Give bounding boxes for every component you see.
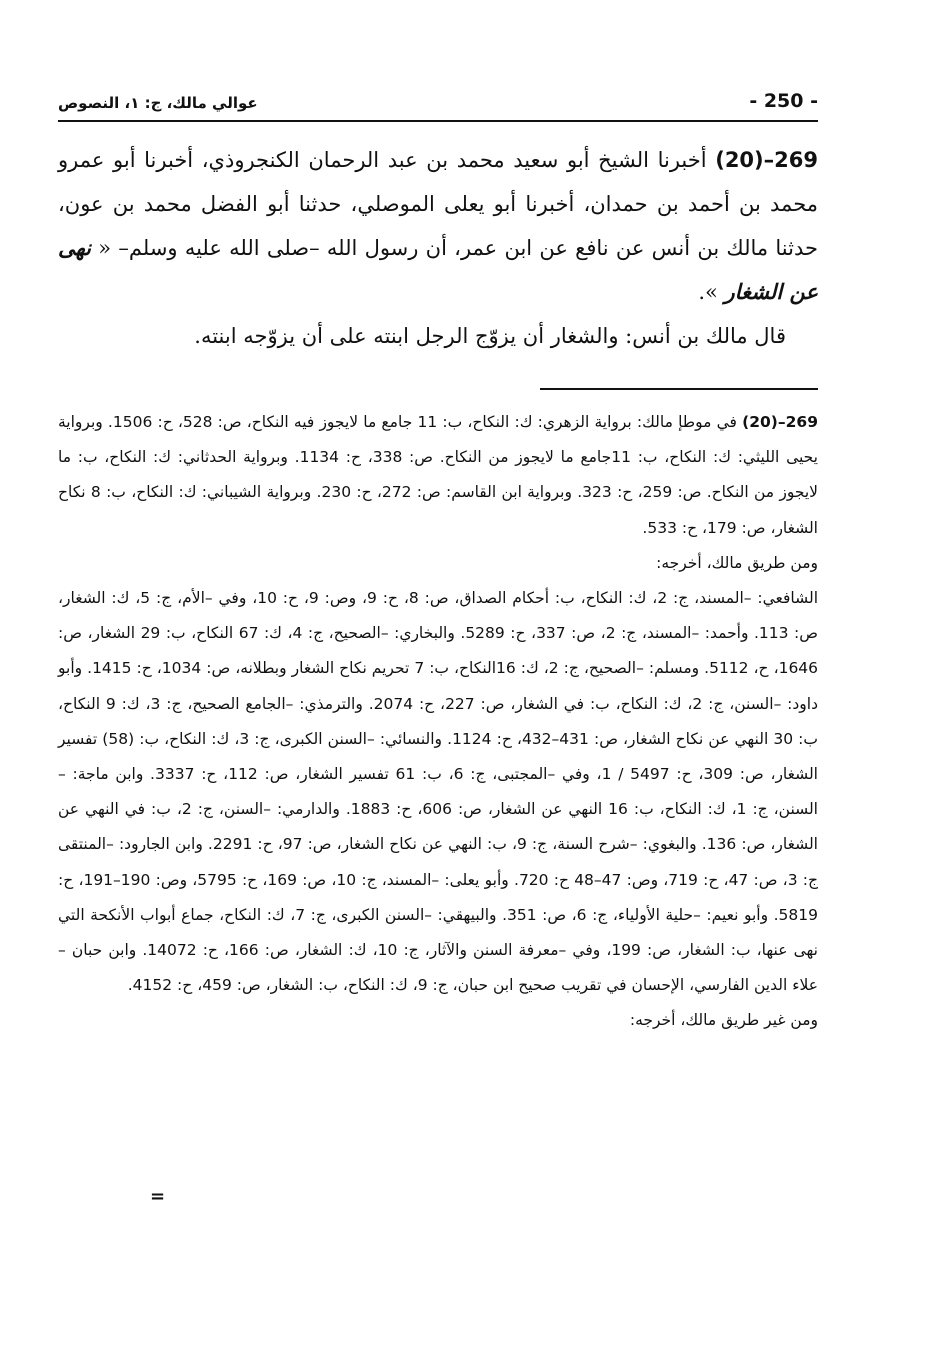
hadith-number: 269–(20) — [715, 148, 818, 172]
hadith-paragraph — [58, 138, 818, 314]
hadith-text: أخبرنا الشيخ أبو سعيد محمد بن عبد الرحمان الكنجروذي، أخبرنا أبو عمرو محمد بن أحمد بن حمدان، أخبرنا أبو يعلى الموصلي، حدثنا أبو الفضل محمد بن عون، حدثنا مالك بن أنس عن نافع عن ابن عمر، أن رسول الله –صلى الله عليه وسلم– « — [58, 148, 818, 260]
running-title: عوالي مالك، ج: ١، النصوص — [58, 94, 258, 112]
hadith-end: ». — [698, 280, 718, 304]
footnote-text-1: في موطإ مالك: برواية الزهري: ك: النكاح، ب: 11 جامع ما لايجوز فيه النكاح، ص: 528، ح: 1506. وبرواية يحيى الليثي: ك: النكاح، ب: 11جامع ما لايجوز من النكاح. ص: 338، ح: 1134. وبرواية الحدثاني: ك: النكاح، ب: ما لايجوز من النكاح. ص: 259، ح: 323. وبرواية ابن القاسم: ص: 272، ح: 230. وبرواية الشيباني: ك: النكاح، ب: 8 نكاح الشغار، ص: 179، ح: 533. — [58, 413, 819, 537]
header-rule — [58, 120, 818, 122]
main-text — [58, 138, 818, 358]
footnote-paragraph-3: الشافعي: –المسند، ج: 2، ك: النكاح، ب: أحكام الصداق، ص: 8، ح: 9، وص: 9، ح: 10، وفي –الأم، ج: 5، ك: الشغار، ص: 113. وأحمد: –المسند، ج: 2، ص: 337، ح: 5289. والبخاري: –الصحيح، ج: 4، ك: 67 النكاح، ب: 29 الشغار، ص: 1646، ح، 5112. ومسلم: –الصحيح، ج: 2، ك: 16النكاح، ب: 7 تحريم نكاح الشغار وبطلانه، ص: 1034، ح: 1415. وأبو داود: –السنن، ج: 2، ك: النكاح، ب: في الشغار، ص: 227، ح: 2074. والترمذي: –الجامع الصحيح، ج: 3، ك: 9 النكاح، ب: 30 النهي عن نكاح الشغار، ص: 431–432، ح: 1124. والنسائي: –السنن الكبرى، ج: 3، ك: النكاح، ب: (58) تفسير الشغار، ص: 309، ح: 5497 / 1، وفي –المجتبى، ج: 6، ب: 61 تفسير الشغار، ص: 112، ح: 3337. وابن ماجة: –السنن، ج: 1، ك: النكاح، ب: 16 النهي عن الشغار، ص: 606، ح: 1883. والدارمي: –السنن، ج: 2، ب: في النهي عن الشغار، ص: 136. والبغوي: –شرح السنة، ج: 9، ب: النهي عن نكاح الشغار، ص: 97، ح: 2291. وابن الجارود: –المنتقى ج: 3، ص: 47، ح: 719، وص: 47–48 ح: 720. وأبو يعلى: –المسند، ج: 10، ص: 169، ح: 5795، وص: 190–191، ح: 5819. وأبو نعيم: –حلية الأولياء، ج: 6، ص: 351. والبيهقي: –السنن الكبرى، ج: 7، ك: النكاح، جماع أبواب الأنكحة التي نهى عنها، ب: الشغار، ص: 199، وفي –معرفة السنن والآثار، ج: 10، ك: الشغار، ص: 166، ح: 14072. وابن حبان –علاء الدين الفارسي، الإحسان في تقريب صحيح ابن حبان، ج: 9، ك: النكاح، ب: الشغار، ص: 459، ح: 4152. — [58, 589, 819, 995]
footnote-rule — [540, 388, 818, 390]
footnote-number: 269–(20) — [742, 413, 818, 431]
footnote-paragraph-1 — [58, 405, 818, 546]
continuation-mark: = — [150, 1186, 166, 1207]
footnote-paragraph-2: ومن طريق مالك، أخرجه: — [656, 553, 818, 572]
hadith-quote: نهى عن الشغار — [58, 235, 818, 304]
malik-note: قال مالك بن أنس: والشغار أن يزوّج الرجل ابنته على أن يزوّجه ابنته. — [194, 324, 786, 348]
footnotes — [58, 405, 818, 1039]
footnote-paragraph-4: ومن غير طريق مالك، أخرجه: — [629, 1011, 818, 1030]
page-number: - 250 - — [749, 90, 818, 112]
